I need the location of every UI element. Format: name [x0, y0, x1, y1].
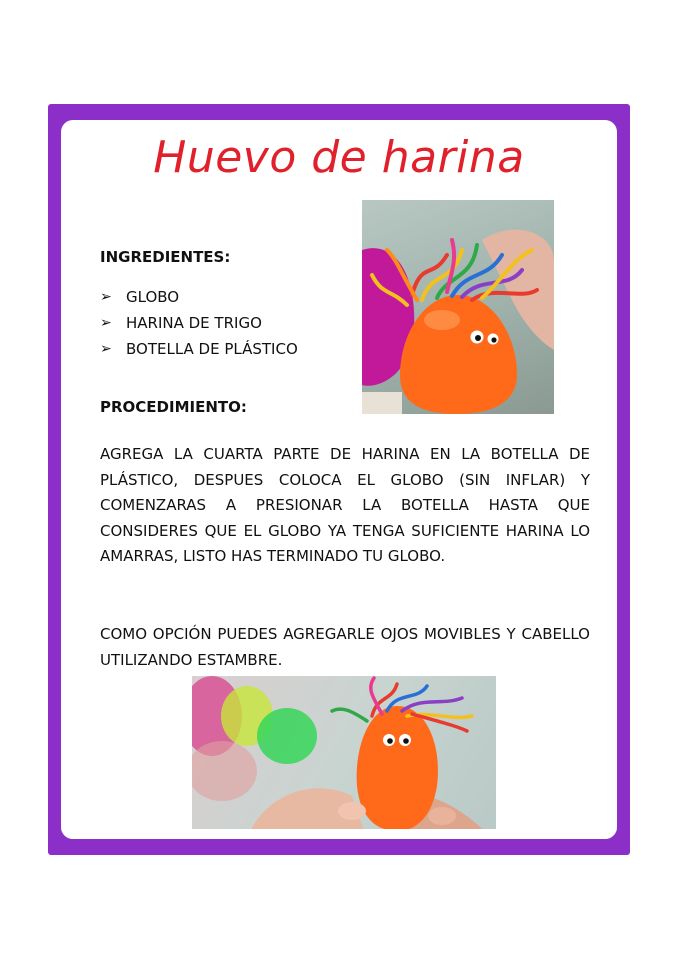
arrow-bullet-icon: ➢: [100, 341, 112, 357]
arrow-bullet-icon: ➢: [100, 315, 112, 331]
ingredients-heading: INGREDIENTES:: [100, 248, 231, 266]
ingredient-label: HARINA DE TRIGO: [126, 314, 262, 332]
balloon-illustration-bottom: [192, 676, 496, 839]
procedure-text: AGREGA LA CUARTA PARTE DE HARINA EN LA BOTELLA DE PLÁSTICO, DESPUES COLOCA EL GLOBO (SIN INFLAR) Y COMENZARAS A PRESIONAR LA BOTELLA HASTA QUE CONSIDERES QUE EL GLOBO YA TENGA SUFICIENTE HARINA LO AMARRAS, LISTO HAS TERMINADO TU GLOBO.: [100, 445, 590, 565]
option-text: COMO OPCIÓN PUEDES AGREGARLE OJOS MOVIBLES Y CABELLO UTILIZANDO ESTAMBRE.: [100, 625, 590, 669]
recipe-card: [61, 120, 617, 839]
balloon-photo-top: [362, 200, 554, 414]
arrow-bullet-icon: ➢: [100, 289, 112, 305]
ingredient-label: GLOBO: [126, 288, 180, 306]
list-item: [100, 310, 298, 336]
balloon-photo-bottom: [192, 676, 496, 839]
bottom-edge: [61, 829, 617, 839]
recipe-card-frame: [48, 104, 630, 855]
procedure-heading: PROCEDIMIENTO:: [100, 398, 247, 416]
list-item: [100, 284, 298, 310]
list-item: [100, 336, 298, 362]
ingredient-label: BOTELLA DE PLÁSTICO: [126, 340, 298, 358]
ingredients-list: [100, 284, 298, 362]
recipe-title: Huevo de harina: [153, 132, 525, 183]
balloon-illustration-top: [362, 200, 554, 414]
